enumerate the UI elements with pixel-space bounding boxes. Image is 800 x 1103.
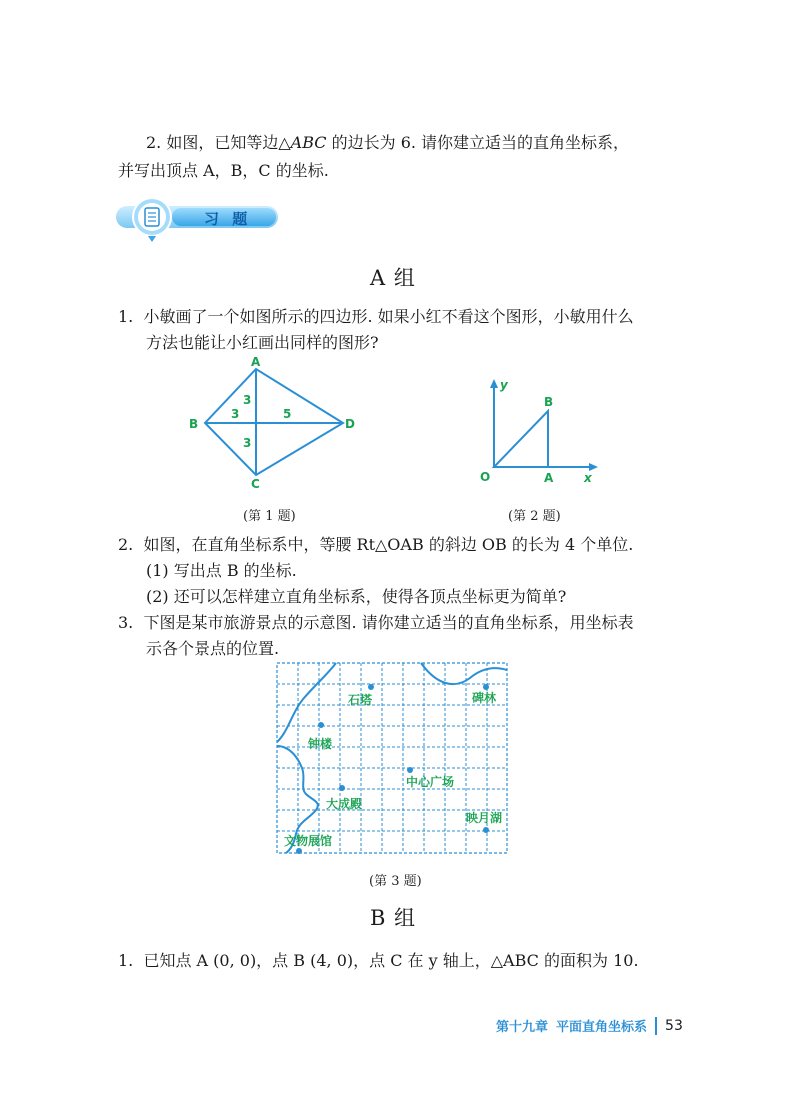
label-y: y [500,378,508,392]
label-beilin: 碑林 [472,691,497,705]
point-zhonglou [318,722,324,728]
q1-text: 小敏画了一个如图所示的四边形. 如果小红不看这个图形，小敏用什么 [143,307,634,326]
figure-1-caption: (第 1 题) [243,509,296,524]
intro-problem-line1 [146,130,629,156]
point-shita [368,684,374,690]
label-dachengdian: 大成殿 [326,797,363,811]
group-a-title: A 组 [370,266,416,290]
q2-text: 如图，在直角坐标系中，等腰 Rt△OAB 的斜边 OB 的长为 4 个单位. [143,535,634,554]
group-b-title: B 组 [370,906,417,930]
label-square: 中心广场 [406,775,455,789]
q1-number: 1. [118,307,134,326]
q3-line2: 示各个景点的位置. [146,639,280,658]
intro-problem-text-post: 的边长为 6. 请你建立适当的直角坐标系， [326,133,630,152]
river-curve-top-left [277,663,336,742]
triangle-oab [494,411,548,467]
b1-text: 已知点 A (0, 0)，点 B (4, 0)，点 C 在 y 轴上，△ABC 的面积为 10. [143,951,639,970]
label-d: D [345,417,355,431]
q1-line1 [118,304,634,330]
point-dachengdian [339,785,345,791]
figure-3-caption: (第 3 题) [369,874,422,889]
q2-line1 [118,532,633,558]
label-a: A [544,471,554,485]
q3-number: 3. [118,613,134,632]
footer-title: 平面直角坐标系 [556,1020,648,1035]
page-footer [496,1016,683,1035]
figure-1-quadrilateral [185,355,365,495]
segment-number-1: 3 [243,393,252,407]
label-shita: 石塔 [348,693,373,707]
point-yingyuehu [483,827,489,833]
figure-2-coordinate [472,375,612,495]
b1-line1 [118,948,639,974]
q2-number: 2. [118,535,134,554]
label-yingyuehu: 映月湖 [466,811,503,825]
exercise-banner-graphic [112,196,282,246]
point-square [407,767,413,773]
exercise-banner [112,196,282,246]
segment-number-4: 3 [243,436,252,450]
label-o: O [480,470,491,484]
label-a: A [251,355,261,369]
exercise-banner-label: 习 题 [204,210,252,228]
label-c: C [251,477,260,491]
page-number: 53 [665,1017,683,1034]
intro-problem-number: 2. [146,133,162,152]
footer-divider [655,1017,657,1035]
chevron-down-icon [148,236,156,242]
label-b: B [544,395,554,409]
point-museum [296,848,302,854]
y-axis-arrow-icon [490,379,498,388]
intro-problem-var: ABC [290,133,327,152]
q3-text: 下图是某市旅游景点的示意图. 请你建立适当的直角坐标系，用坐标表 [143,613,634,632]
lake-shore-curve [421,663,507,684]
intro-problem-line2: 并写出顶点 A，B，C 的坐标. [118,161,329,180]
b1-number: 1. [118,951,134,970]
q3-line1 [118,610,634,636]
q2-sub2: (2) 还可以怎样建立直角坐标系，使得各顶点坐标更为简单? [146,587,567,606]
footer-chapter: 第十九章 [496,1020,549,1035]
intro-problem-text-pre: 如图，已知等边△ [166,133,291,152]
figure-3-scenic-map [276,662,510,856]
label-zhonglou: 钟楼 [308,737,333,751]
segment-number-3: 5 [283,407,292,421]
label-x: x [584,471,592,485]
q2-sub1: (1) 写出点 B 的坐标. [146,561,297,580]
point-beilin [483,684,489,690]
figure-2-caption: (第 2 题) [508,509,561,524]
label-museum: 文物展馆 [284,834,333,848]
q1-line2: 方法也能让小红画出同样的图形? [146,333,379,352]
label-b: B [189,417,199,431]
x-axis-arrow-icon [589,463,598,471]
segment-number-2: 3 [231,407,240,421]
